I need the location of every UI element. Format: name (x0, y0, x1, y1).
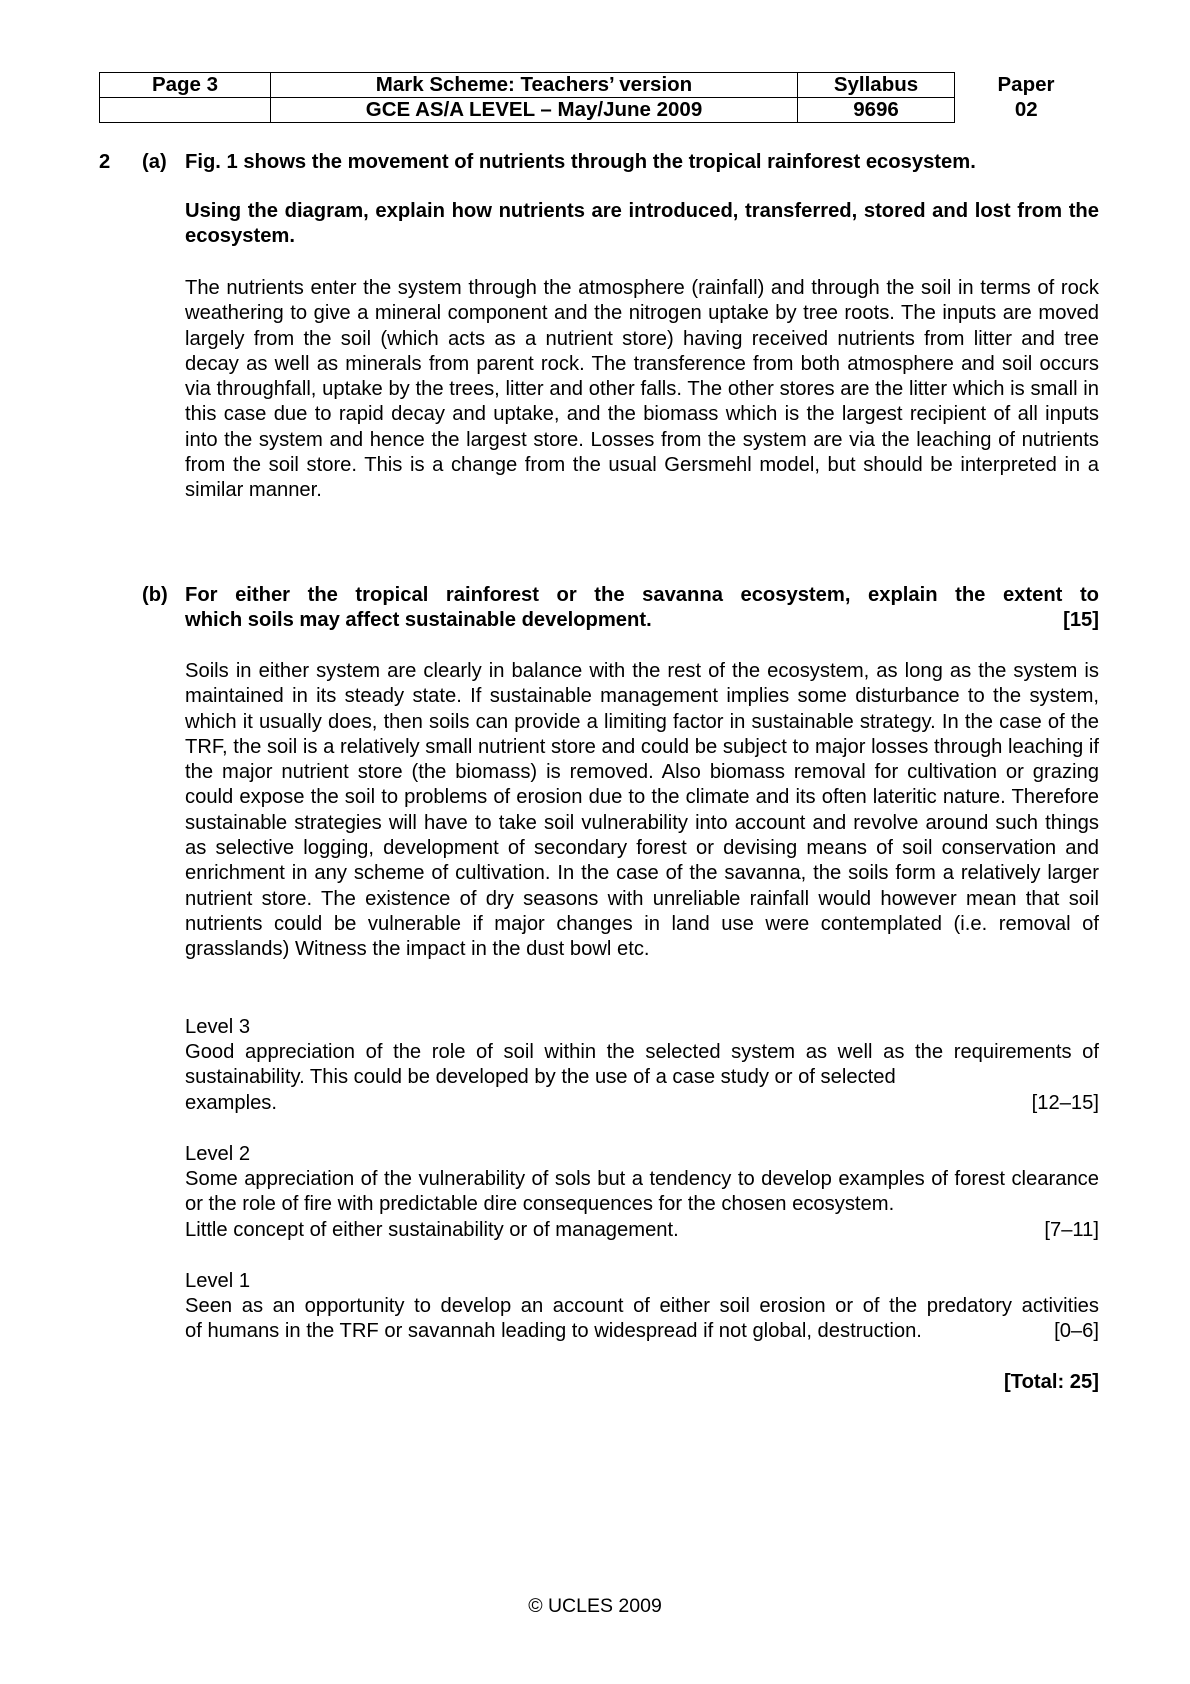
header-table (99, 72, 1098, 123)
header-paper-code: 02 (1014, 98, 1038, 121)
header-exam: GCE AS/A LEVEL – May/June 2009 (271, 98, 798, 123)
level-2-marks: [7–11] (1044, 1219, 1099, 1241)
footer-copyright: © UCLES 2009 (528, 1595, 662, 1617)
level-3-title: Level 3 (185, 1016, 251, 1038)
header-empty-cell (100, 98, 271, 123)
level-3-last-row (185, 1091, 1099, 1116)
level-2-text-last: Little concept of either sustainability or of management. (185, 1219, 679, 1241)
level-2-text: Some appreciation of the vulnerability of sols but a tendency to develop examples of forest clearance or the role of fire with predictable dire consequences for the chosen ecosystem. (185, 1168, 1099, 1216)
part-b-prompt-2-row (185, 608, 1099, 633)
level-2-last-row (185, 1218, 1099, 1243)
level-1-marks: [0–6] (1054, 1320, 1099, 1342)
total-marks: [Total: 25] (1004, 1371, 1099, 1393)
level-1-last-row (185, 1319, 1099, 1344)
header-syllabus-label: Syllabus (798, 73, 955, 98)
level-1-title: Level 1 (185, 1270, 251, 1292)
level-1-text: Seen as an opportunity to develop an account of either soil erosion or of the predatory activities (185, 1295, 1099, 1317)
level-3-marks: [12–15] (1031, 1092, 1099, 1114)
part-b-prompt-1: For either the tropical rainforest or the savanna ecosystem, explain the extent to (185, 584, 1099, 606)
part-b-marks: [15] (1063, 609, 1099, 631)
part-a-answer: The nutrients enter the system through the atmosphere (rainfall) and through the soil in terms of rock weathering to give a mineral component and the nitrogen uptake by tree roots. The inputs are moved largely from the soil (which acts as a nutrient store) having received nutrients from litter and tree decay as well as minerals from parent rock. The transference from both atmosphere and soil occurs via throughfall, uptake by the trees, litter and other falls. The other stores are the litter which is small in this case due to rapid decay and uptake, and the biomass which is the largest recipient of all inputs into the system and hence the largest store. Losses from the system are via the leaching of nutrients from the soil store. This is a change from the usual Gersmehl model, but should be interpreted in a similar manner. (185, 277, 1099, 502)
header-paper-label: Paper (997, 73, 1055, 96)
level-3-text: Good appreciation of the role of soil within the selected system as well as the requirements of sustainability. This could be developed by the use of a case study or of selected (185, 1041, 1099, 1089)
part-a-prompt-1: Fig. 1 shows the movement of nutrients through the tropical rainforest ecosystem. (185, 151, 976, 173)
level-2-title: Level 2 (185, 1143, 251, 1165)
header-page: Page 3 (100, 73, 271, 98)
part-a-label: (a) (142, 151, 167, 173)
level-3-text-last: examples. (185, 1092, 278, 1114)
part-a-prompt-2: Using the diagram, explain how nutrients are introduced, transferred, stored and lost from the ecosystem. (185, 200, 1099, 248)
level-1-text-last: of humans in the TRF or savannah leading to widespread if not global, destruction. (185, 1320, 922, 1342)
header-title: Mark Scheme: Teachers’ version (271, 73, 798, 98)
header-syllabus-code: 9696 (798, 98, 955, 123)
part-b-answer: Soils in either system are clearly in balance with the rest of the ecosystem, as long as the system is maintained in its steady state. If sustainable management implies some disturbance to the system, which it usually does, then soils can provide a limiting factor in sustainable strategy. In the case of the TRF, the soil is a relatively small nutrient store and could be subject to major losses through leaching if the major nutrient store (the biomass) is removed. Also biomass removal for cultivation or grazing could expose the soil to problems of erosion due to the climate and its often lateritic nature. Therefore sustainable strategies will have to take soil vulnerability into account and revolve around such things as selective logging, development of secondary forest or devising means of soil conservation and enrichment in any scheme of cultivation. In the case of the savanna, the soils form a relatively larger nutrient store. The existence of dry seasons with unreliable rainfall would however mean that soil nutrients could be vulnerable if major changes in land use were contemplated (i.e. removal of grasslands) Witness the impact in the dust bowl etc. (185, 660, 1099, 961)
question-number: 2 (99, 151, 111, 173)
part-b-prompt-2: which soils may affect sustainable development. (185, 609, 652, 631)
part-b-label: (b) (142, 584, 168, 606)
